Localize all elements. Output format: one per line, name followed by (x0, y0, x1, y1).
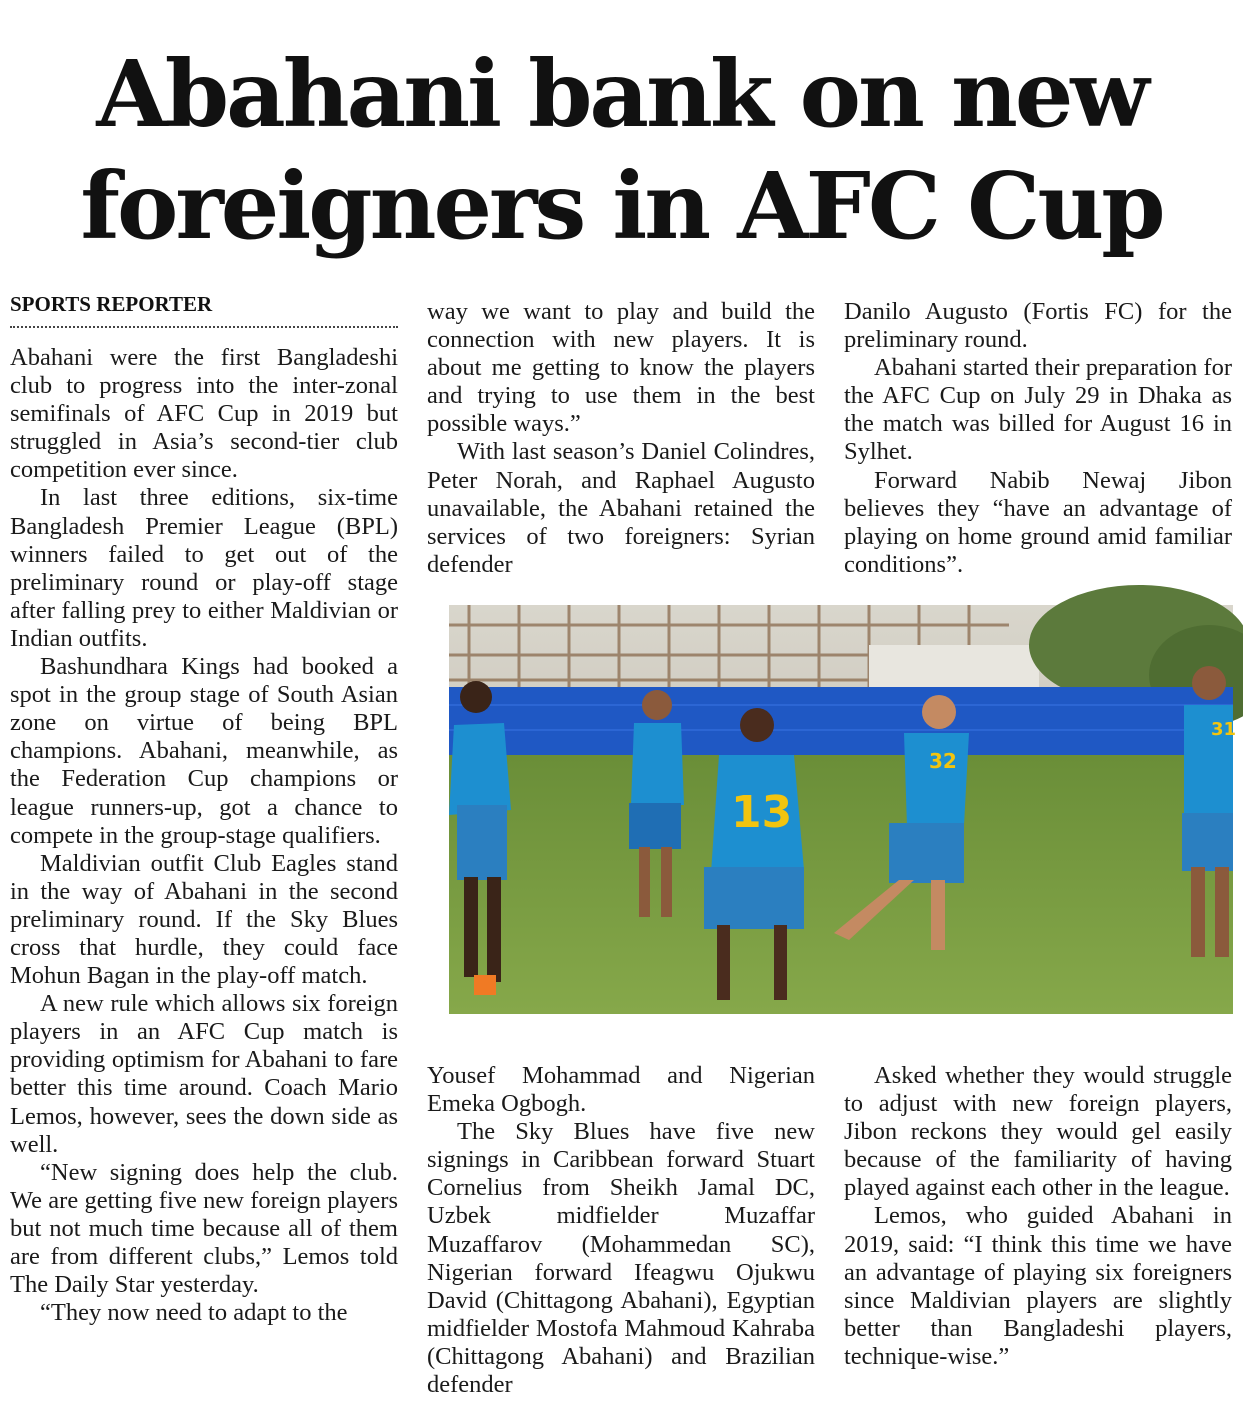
headline-line-2: foreigners in AFC Cup (80, 152, 1163, 260)
paragraph: Asked whether they would struggle to adjust with new foreign players, Jibon reckons they would gel easily because of the familiarity of having played against each other in the league. (844, 1062, 1232, 1202)
paragraph: Bashundhara Kings had booked a spot in the group stage of South Asian zone on virtue of being BPL champions. Abahani, meanwhile, as the Federation Cup champions or league runners-up, got a chance to compete in the group-stage qualifiers. (10, 653, 398, 849)
jersey-number-32: 32 (929, 749, 957, 773)
training-photo (449, 605, 1237, 1014)
blue-fence (449, 687, 1233, 759)
paragraph: The Sky Blues have five new signings in Caribbean forward Stuart Cornelius from Sheikh Jamal DC, Uzbek midfielder Muzaffar Muzaffarov (Mohammedan SC), Nigerian forward Ifeagwu Ojukwu David (Chittagong Abahani), Egyptian midfielder Mostofa Mahmoud Kahraba (Chittagong Abahani) and Brazilian defender (427, 1118, 815, 1399)
article-column-2-top (427, 298, 815, 579)
paragraph: With last season’s Daniel Colindres, Peter Norah, and Raphael Augusto unavailable, the Abahani retained the services of two foreigners: Syrian defender (427, 438, 815, 578)
article-column-1 (10, 344, 398, 1327)
paragraph: Danilo Augusto (Fortis FC) for the preliminary round. (844, 298, 1232, 354)
article-column-3-bottom (844, 1062, 1232, 1371)
paragraph: way we want to play and build the connection with new players. It is about me getting to know the players and trying to use them in the best possible ways.” (427, 298, 815, 438)
article-column-2-bottom (427, 1062, 815, 1399)
article-column-3-top (844, 298, 1232, 579)
paragraph: Forward Nabib Newaj Jibon believes they “have an advantage of playing on home ground amid familiar conditions”. (844, 466, 1232, 578)
paragraph: A new rule which allows six foreign players in an AFC Cup match is providing optimism for Abahani to fare better this time around. Coach Mario Lemos, however, sees the down side as well. (10, 990, 398, 1158)
headline-line-1: Abahani bank on new (96, 40, 1147, 148)
paragraph: Yousef Mohammad and Nigerian Emeka Ogbogh. (427, 1062, 815, 1118)
paragraph: Abahani started their preparation for the AFC Cup on July 29 in Dhaka as the match was billed for August 16 in Sylhet. (844, 354, 1232, 466)
byline: SPORTS REPORTER (10, 292, 213, 316)
jersey-number-31: 31 (1211, 719, 1237, 740)
paragraph: Abahani were the first Bangladeshi club to progress into the inter-zonal semifinals of AFC Cup in 2019 but struggled in Asia’s second-tier club competition ever since. (10, 344, 398, 484)
paragraph: “New signing does help the club. We are getting five new foreign players but not much time because all of them are from different clubs,” Lemos told The Daily Star yesterday. (10, 1158, 398, 1299)
paragraph: In last three editions, six-time Bangladesh Premier League (BPL) winners failed to get out of the preliminary round or play-off stage after falling prey to either Maldivian or Indian outfits. (10, 484, 398, 652)
paragraph: Lemos, who guided Abahani in 2019, said: “I think this time we have an advantage of playing six foreigners since Maldivian players are slightly better than Bangladeshi players, technique-wise.” (844, 1202, 1232, 1370)
byline-divider (10, 326, 398, 328)
headline (0, 38, 1243, 262)
jersey-number-13: 13 (731, 787, 793, 838)
paragraph: Maldivian outfit Club Eagles stand in the way of Abahani in the second preliminary round. If the Sky Blues cross that hurdle, they could face Mohun Bagan in the play-off match. (10, 849, 398, 990)
paragraph: “They now need to adapt to the (40, 1299, 348, 1327)
